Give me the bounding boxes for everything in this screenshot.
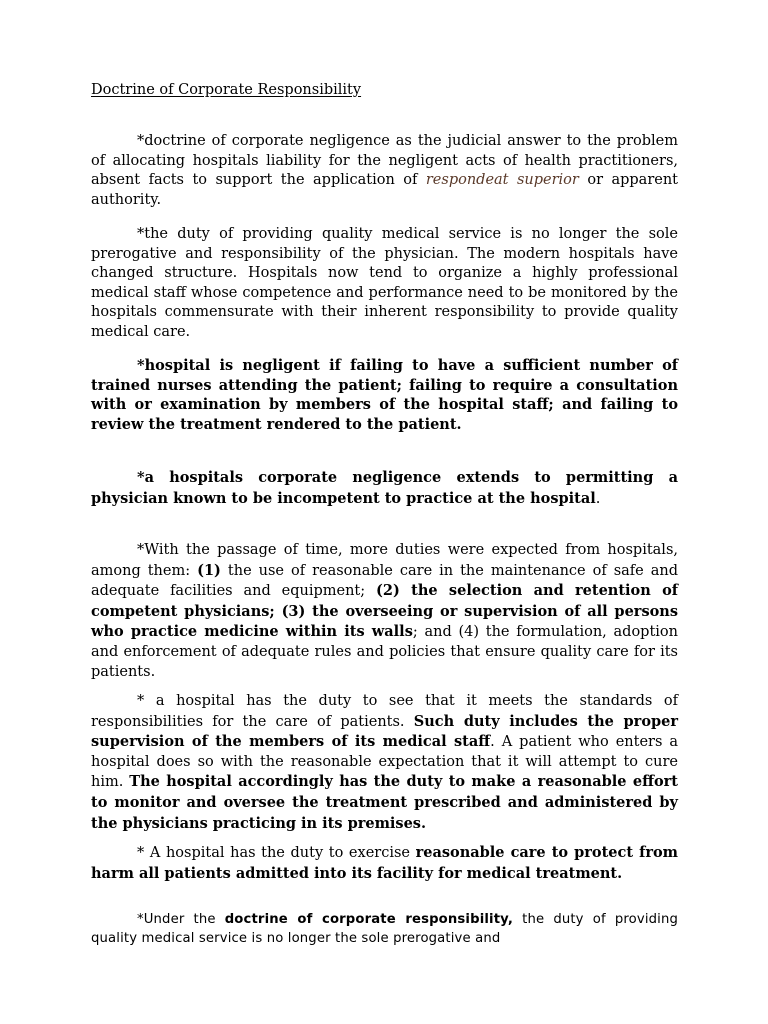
- paragraph-standards-of-responsibilities: [91, 692, 678, 834]
- p8-text-a: *Under the: [137, 912, 225, 927]
- paragraph-reasonable-care: [91, 843, 678, 884]
- p7-bold: reasonable care to protect from harm all patients admitted into its facility for medical treatment.: [91, 844, 678, 882]
- paragraph-permitting-physician: [91, 468, 678, 509]
- p5-bold-1: the selection and retention of competent physicians;: [91, 582, 679, 620]
- p6-text-a: * a hospital has the duty to see that it meets the standards of responsibilities for the care of patients.: [91, 693, 678, 730]
- p1-italic-term: respondeat superior: [425, 172, 579, 189]
- p5-text-c: ; and (4) the formulation, adoption and enforcement of adequate rules and policies that ensure quality care for its patients.: [91, 624, 678, 680]
- p6-bold-2: The hospital accordingly has the duty to make a reasonable effort to monitor and oversee the treatment prescribed and administered by the physicians practicing in its premises.: [91, 773, 678, 832]
- p1-text-b: or apparent authority.: [91, 172, 679, 208]
- p7-text-a: * A hospital has the duty to exercise: [137, 845, 416, 861]
- paragraph-duties-expected: [91, 541, 678, 682]
- p5-num-2: (2): [376, 582, 400, 600]
- p8-text-b: the duty of providing quality medical service is no longer the sole prerogative and: [91, 912, 678, 946]
- paragraph-duty-quality-service: *the duty of providing quality medical service is no longer the sole prerogative and responsibility of the physician. The modern hospitals have changed structure. Hospitals now tend to organize a highly professional medical staff whose competence and performance need to be monitored by the hospitals commensurate with their inherent responsibility to provide quality medical care.: [91, 226, 678, 340]
- paragraph-hospital-negligent: *hospital is negligent if failing to have a sufficient number of trained nurses attending the patient; failing to require a consultation with or examination by members of the hospital staff; and failing to review the treatment rendered to the patient.: [91, 357, 678, 433]
- p4-end: .: [595, 490, 601, 507]
- p5-num-3: (3): [281, 602, 306, 620]
- p4-bold: *a hospitals corporate negligence extends to permitting a physician known to be incompetent to practice at the hospital: [91, 469, 678, 507]
- p5-bold-2: the overseeing or supervision of all persons who practice medicine within its walls: [91, 602, 678, 641]
- p6-bold-1: Such duty includes the proper supervision of the members of its medical staff: [91, 712, 678, 751]
- p8-bold: doctrine of corporate responsibility,: [224, 912, 514, 927]
- p5-text-a: *With the passage of time, more duties were expected from hospitals, among them:: [91, 542, 678, 579]
- p5-text-b: the use of reasonable care in the maintenance of safe and adequate facilities and equipment;: [91, 562, 678, 600]
- p1-text-a: *doctrine of corporate negligence as the judicial answer to the problem of allocating hospitals liability for the negligent acts of health practitioners, absent facts to support the application of: [91, 133, 678, 189]
- paragraph-under-the-doctrine: [91, 910, 678, 948]
- document-title: Doctrine of Corporate Responsibility: [91, 82, 362, 98]
- p5-num-1: (1): [197, 561, 221, 579]
- p6-text-b: . A patient who enters a hospital does so with the reasonable expectation that it will attempt to cure him.: [91, 734, 678, 791]
- paragraph-corporate-negligence: [91, 132, 678, 210]
